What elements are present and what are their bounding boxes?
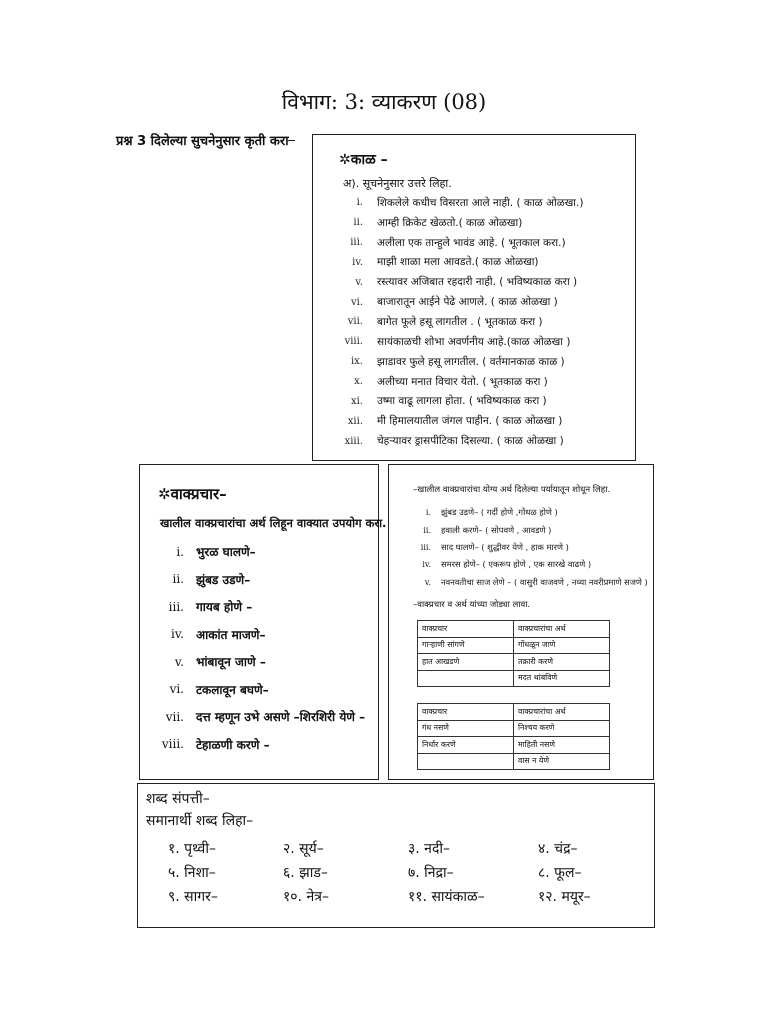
table-cell: वाक्प्रचार <box>418 621 514 638</box>
item-number: viii. <box>344 336 363 348</box>
synonym-item: १०. नेत्र– <box>283 888 329 905</box>
item-text: रस्त्यावर अजिबात रहदारी नाही. ( भविष्यकाळ करा ) <box>377 276 578 289</box>
item-number: i. <box>356 197 363 209</box>
item-text: आम्ही क्रिकेट खेळतो.( काळ ओळखा) <box>377 216 523 229</box>
item-number: iv. <box>352 256 363 268</box>
list-item <box>313 193 583 213</box>
list-item <box>389 556 648 573</box>
table-cell: वास न येणे <box>514 753 610 770</box>
item-text: अलीच्या मनात विचार येतो. ( भूतकाळ करा ) <box>377 375 548 388</box>
vocabulary-section <box>137 783 655 928</box>
item-number: ii. <box>353 217 363 229</box>
list-item <box>313 372 583 392</box>
list-item <box>313 213 583 233</box>
synonym-item: ३. नदी– <box>408 840 451 857</box>
item-text: झाडावर फुले हसू लागतील. ( वर्तमानकाळ काळ ) <box>377 355 565 368</box>
item-number: iii. <box>420 542 431 552</box>
item-number: v. <box>174 654 184 669</box>
meanings-list <box>389 504 648 591</box>
item-number: iv. <box>170 627 184 642</box>
table-cell: वाक्प्रचार <box>418 704 514 721</box>
item-text: बागेत फूले हसू लागतील . ( भूतकाळ करा ) <box>377 315 543 328</box>
table-row <box>418 670 610 687</box>
item-number: ii. <box>423 525 431 535</box>
synonym-item: २. सूर्य– <box>283 840 324 857</box>
synonym-grid <box>168 836 653 908</box>
item-text: चेहऱ्यावर ड्रासपीटिका दिसल्या. ( काळ ओळखा ) <box>377 435 564 448</box>
list-item <box>313 312 583 332</box>
list-item <box>313 391 583 411</box>
item-number: x. <box>354 376 363 388</box>
item-text: माझी शाळा मला आवडते.( काळ ओळखा) <box>377 256 539 269</box>
synonym-item: ६. झाड– <box>283 864 328 881</box>
table-row <box>418 621 610 638</box>
list-item <box>140 703 365 731</box>
list-item <box>313 411 583 431</box>
list-item <box>389 504 648 521</box>
item-text: शिकलेले कधीच विसरता आले नाही. ( काळ ओळखा.) <box>377 196 584 209</box>
item-text: झुंबड उडणे– <box>196 572 251 587</box>
synonym-row <box>168 884 653 908</box>
tense-instruction: अ). सूचनेनुसार उत्तरे लिहा. <box>343 177 452 190</box>
synonym-row <box>168 860 653 884</box>
idioms-heading: ✲वाक्प्रचार– <box>158 485 227 503</box>
list-item <box>313 272 583 292</box>
item-number: vi. <box>350 296 363 308</box>
item-text: भुरळ घालणे– <box>196 545 256 560</box>
idioms-list <box>140 538 365 758</box>
list-item <box>313 352 583 372</box>
list-item <box>313 431 583 451</box>
question-heading: प्रश्न 3 दिलेल्या सुचनेनुसार कृती करा <box>116 131 289 149</box>
list-item <box>140 538 365 566</box>
item-text: गायब होणे – <box>196 600 253 615</box>
item-text: अलीला एक तान्हुले भावंड आहे. ( भूतकाल करा.) <box>377 236 566 249</box>
table-row <box>418 654 610 671</box>
synonym-item: ४. चंद्र– <box>538 840 578 857</box>
synonym-item: ७. निद्रा– <box>408 864 454 881</box>
list-item <box>389 539 648 556</box>
item-number: vii. <box>347 316 363 328</box>
item-text: सायंकाळची शोभा अवर्णनीय आहे.(काळ ओळखा ) <box>377 335 571 348</box>
matching-instruction: –वाक्प्रचार व अर्थ यांच्या जोड्या लावा. <box>413 600 531 610</box>
table-cell: वाक्प्रचारांचा अर्थ <box>514 621 610 638</box>
list-item <box>140 621 365 649</box>
table-cell: गोंधळून जाणे <box>514 637 610 654</box>
matching-table-2 <box>417 703 610 770</box>
idiom-meanings-section <box>388 464 654 780</box>
item-number: ix. <box>350 356 363 368</box>
tense-list <box>313 193 583 451</box>
synonym-item: १. पृथ्वी– <box>168 840 216 857</box>
table-cell: हात आखडणे <box>418 654 514 671</box>
table-cell: गाऱ्हाणी सांगणे <box>418 637 514 654</box>
item-text: टकलावून बघणे– <box>196 682 269 697</box>
item-number: viii. <box>161 737 184 752</box>
idioms-section <box>139 464 387 780</box>
item-text: टेहाळणी करणे – <box>196 737 270 752</box>
item-text: आकांत माजणे– <box>196 627 266 642</box>
item-text: साद घालणे– ( शुद्धीवर येणे , हाक मारणे ) <box>441 541 569 552</box>
meanings-instruction: –खालील वाक्प्रचारांचा योग्य अर्थ दिलेल्या पर्यायातून शोधून लिहा. <box>413 485 611 495</box>
list-item <box>140 593 365 621</box>
item-number: xi. <box>350 395 363 407</box>
item-text: हवाली करणे– ( सोपवणे , आवडणे ) <box>441 524 552 535</box>
list-item <box>313 332 583 352</box>
synonym-item: ११. सायंकाळ– <box>408 888 485 905</box>
page-title: विभाग: 3: व्याकरण (08) <box>281 90 487 114</box>
table-cell: निर्धार करणे <box>418 737 514 754</box>
table-row <box>418 737 610 754</box>
item-number: iii. <box>168 599 184 614</box>
synonym-item: ८. फूल– <box>538 864 582 881</box>
table-cell: गंध नसणे <box>418 720 514 737</box>
item-text: बाजारातून आईने पेढे आणले. ( काळ ओळखा ) <box>377 296 558 309</box>
item-text: भांबावून जाणे – <box>196 655 266 670</box>
synonym-item: ९. सागर– <box>168 888 218 905</box>
item-number: xiii. <box>344 435 363 447</box>
tense-heading: ✲काळ – <box>339 152 388 168</box>
vocabulary-instruction: समानार्थी शब्द लिहा– <box>146 813 254 829</box>
vocabulary-heading: शब्द संपत्ती– <box>146 791 210 807</box>
synonym-item: ५. निशा– <box>168 864 216 881</box>
item-number: ii. <box>172 572 184 587</box>
list-item <box>313 253 583 273</box>
table-cell: निश्चय करणे <box>514 720 610 737</box>
list-item <box>140 648 365 676</box>
item-number: iv. <box>422 560 431 570</box>
item-text: झुंबड उडणे– ( गर्दी होणे ,गोंधळ होणे ) <box>441 507 558 518</box>
tense-section <box>312 134 636 461</box>
list-item <box>313 233 583 253</box>
list-item <box>389 521 648 538</box>
item-number: v. <box>424 577 431 587</box>
item-number: vii. <box>165 709 184 724</box>
list-item <box>313 292 583 312</box>
list-item <box>140 676 365 704</box>
table-row <box>418 753 610 770</box>
item-number: iii. <box>350 237 363 249</box>
list-item <box>389 574 648 591</box>
list-item <box>140 566 365 594</box>
item-text: दत्त म्हणून उभे असणे –शिरशिरी येणे – <box>196 710 366 725</box>
item-number: i. <box>425 508 431 518</box>
item-number: i. <box>176 544 184 559</box>
table-row <box>418 637 610 654</box>
table-cell: तक्रारी करणे <box>514 654 610 671</box>
table-row <box>418 704 610 721</box>
table-cell: माहिती नसणे <box>514 737 610 754</box>
table-cell: वाक्प्रचारांचा अर्थ <box>514 704 610 721</box>
item-text: मी हिमालयातील जंगल पाहीन. ( काळ ओळखा ) <box>377 415 563 428</box>
item-number: v. <box>355 276 363 288</box>
idioms-instruction: खालील वाक्प्रचारांचा अर्थ लिहून वाक्यात उपयोग करा. <box>160 516 387 530</box>
item-text: नवनवतीचा साज लेणे – ( वासुरी वाजवणे , नव्या नवरीप्रमाणे सजणे ) <box>441 576 648 587</box>
item-text: समरस होणे– ( एकरूप होणे , एक सारखे वाढणे ) <box>441 559 592 570</box>
matching-table-1 <box>417 620 610 687</box>
table-row <box>418 720 610 737</box>
list-item <box>140 731 365 759</box>
synonym-item: १२. मयूर– <box>538 888 591 905</box>
table-cell <box>418 753 514 770</box>
item-number: vi. <box>169 682 184 697</box>
synonym-row <box>168 836 653 860</box>
table-cell: मदत थांबविणे <box>514 670 610 687</box>
item-text: उष्मा वाढू लागला होता. ( भविष्यकाळ करा ) <box>377 395 547 408</box>
table-cell <box>418 670 514 687</box>
item-number: xii. <box>347 415 363 427</box>
